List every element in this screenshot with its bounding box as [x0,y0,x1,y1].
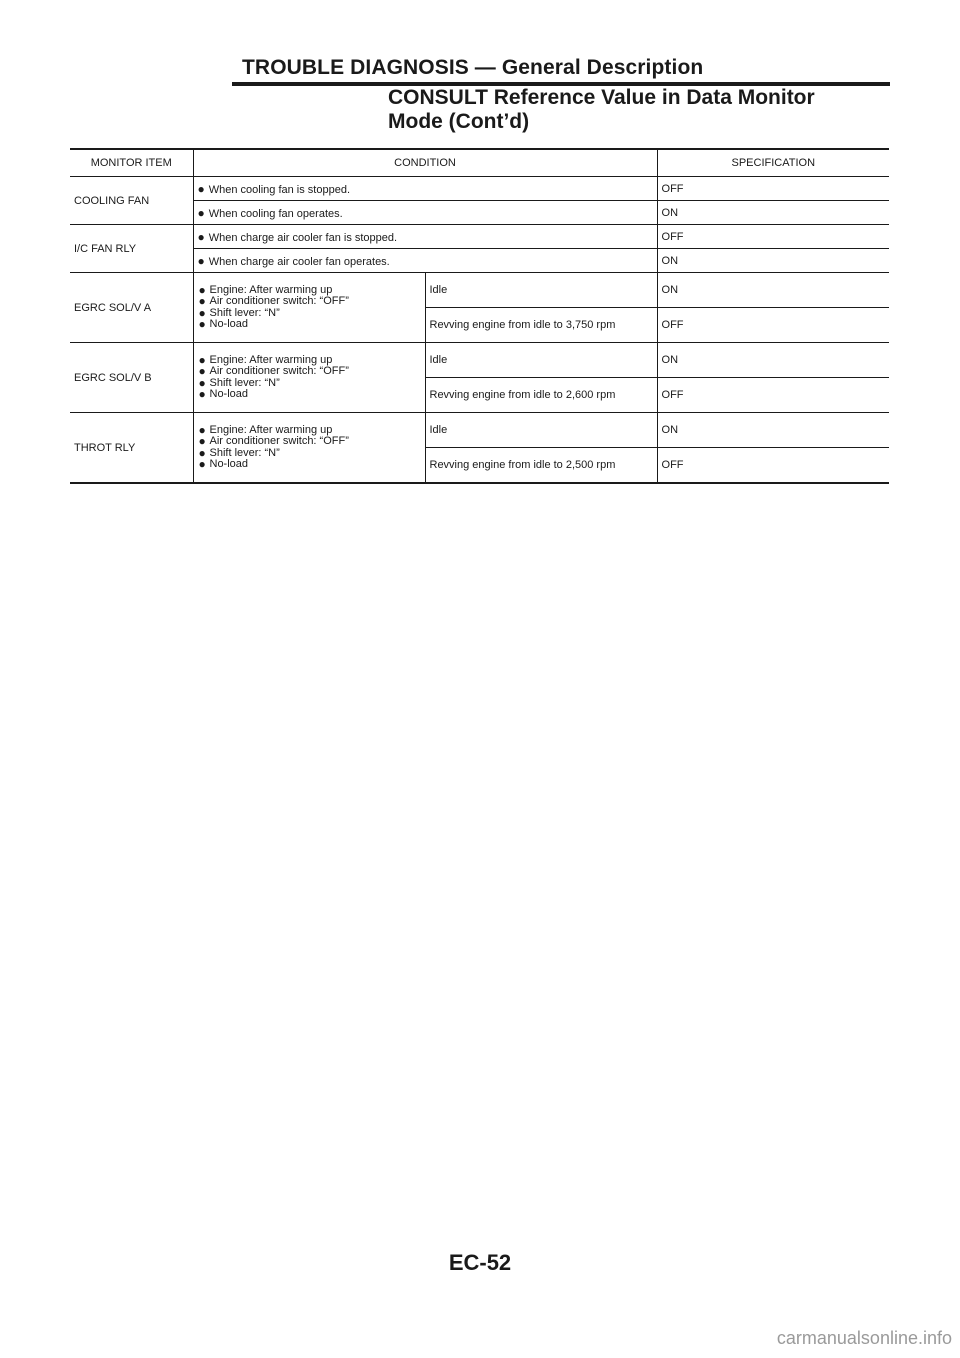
list-item: ● Air conditioner switch: “OFF” [198,294,349,308]
condition-cell [193,225,657,249]
bullet-icon: ● [198,352,206,367]
bullet-icon: ● [198,387,206,401]
condition-list-cell [193,273,425,343]
table-row [70,413,889,448]
watermark: carmanualsonline.info [776,1328,952,1348]
table-row [70,273,889,308]
state-cell: Idle [425,413,657,448]
bullet-icon: ● [198,305,206,320]
bullet-icon: ● [197,229,205,244]
state-cell: Revving engine from idle to 2,500 rpm [425,448,657,484]
col-header-specification: SPECIFICATION [657,149,889,177]
table-row [70,225,889,249]
bullet-icon: ● [198,434,206,448]
specification-cell: ON [657,201,889,225]
list-item: ● Shift lever: “N” [198,375,280,390]
list-item: ● Engine: After warming up [198,282,333,297]
specification-cell: OFF [657,225,889,249]
list-item: ● No-load [198,387,249,401]
monitor-item: EGRC SOL/V B [70,343,193,413]
monitor-item: I/C FAN RLY [70,225,193,273]
table-row [70,177,889,201]
bullet-icon: ● [197,205,205,220]
bullet-icon: ● [198,445,206,460]
condition-text: When cooling fan is stopped. [208,183,351,196]
condition-cell [193,201,657,225]
list-item: ● Engine: After warming up [198,422,333,437]
list-item: ● No-load [198,457,249,471]
monitor-item: THROT RLY [70,413,193,484]
specification-cell: OFF [657,308,889,343]
state-cell: Revving engine from idle to 2,600 rpm [425,378,657,413]
condition-list-cell [193,343,425,413]
condition-list [198,282,425,331]
list-item: ● Air conditioner switch: “OFF” [198,434,349,448]
specification-cell: OFF [657,177,889,201]
condition-list-cell [193,413,425,484]
monitor-item: EGRC SOL/V A [70,273,193,343]
specification-cell: ON [657,413,889,448]
bullet-icon: ● [198,317,206,331]
condition-list [198,352,425,401]
list-item: ● Shift lever: “N” [198,305,280,320]
page-title-line-2: Mode (Cont’d) [388,110,530,133]
condition-text: When charge air cooler fan operates. [208,255,390,268]
page-number: EC-52 [448,1250,512,1275]
bullet-icon: ● [198,375,206,390]
condition-list [198,422,425,471]
condition-cell [193,249,657,273]
state-cell: Idle [425,343,657,378]
list-item: ● Shift lever: “N” [198,445,280,460]
table-row [70,249,889,273]
page-title [388,86,815,134]
bullet-icon: ● [198,364,206,378]
list-item: ● No-load [198,317,249,331]
bullet-icon: ● [198,457,206,471]
specification-cell: ON [657,273,889,308]
list-item: ● Air conditioner switch: “OFF” [198,364,349,378]
condition-cell [193,177,657,201]
bullet-icon: ● [198,422,206,437]
condition-text: When cooling fan operates. [208,207,343,220]
page-title-line-1: CONSULT Reference Value in Data Monitor [388,86,815,109]
bullet-icon: ● [197,253,205,268]
state-cell: Revving engine from idle to 3,750 rpm [425,308,657,343]
bullet-icon: ● [197,181,205,196]
list-item: ● Engine: After warming up [198,352,333,367]
monitor-item: COOLING FAN [70,177,193,225]
table-header-row [70,149,889,177]
specification-cell: OFF [657,448,889,484]
table-row [70,201,889,225]
col-header-condition: CONDITION [193,149,657,177]
bullet-icon: ● [198,282,206,297]
condition-text: When charge air cooler fan is stopped. [208,231,398,244]
reference-value-table [70,148,889,484]
table-row [70,343,889,378]
specification-cell: ON [657,249,889,273]
bullet-icon: ● [198,294,206,308]
col-header-monitor-item: MONITOR ITEM [70,149,193,177]
state-cell: Idle [425,273,657,308]
specification-cell: ON [657,343,889,378]
specification-cell: OFF [657,378,889,413]
section-title: TROUBLE DIAGNOSIS — General Description [242,56,704,79]
